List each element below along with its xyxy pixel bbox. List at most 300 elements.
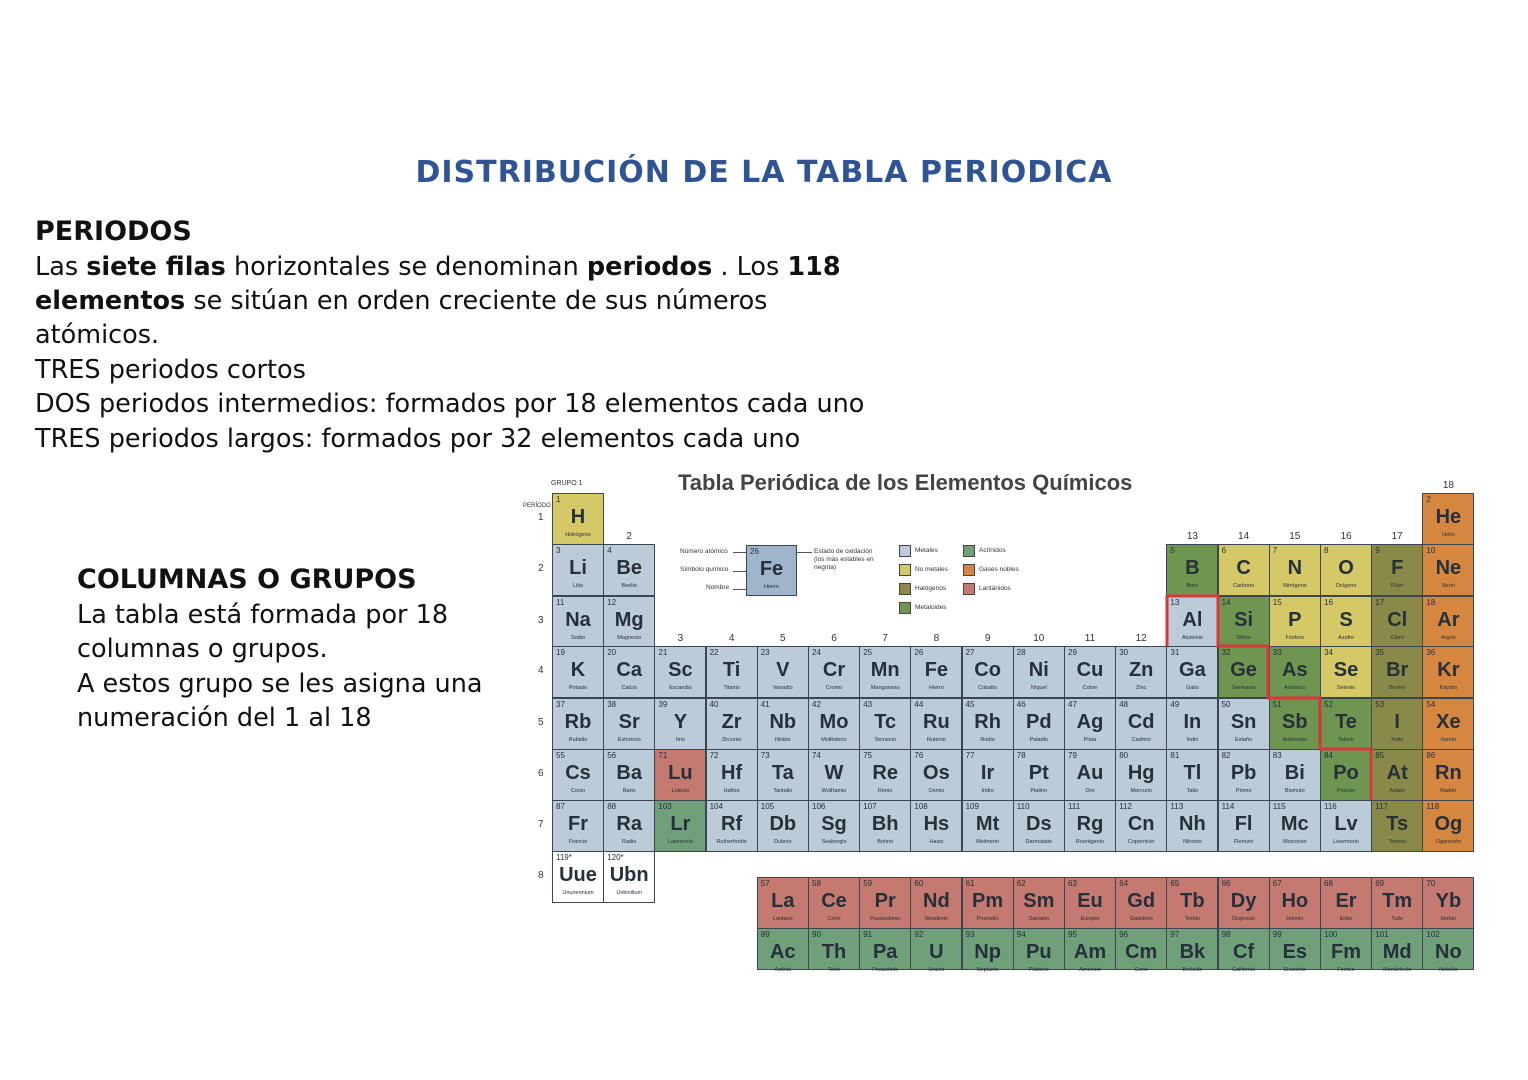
period-label-7: 7 [538, 819, 544, 830]
element-name: Mercurio [1130, 788, 1152, 794]
atomic-number: 92 [914, 930, 924, 939]
element-name: Fermio [1337, 967, 1355, 973]
atomic-number: 41 [760, 700, 770, 709]
atomic-number: 5 [1170, 546, 1175, 555]
element-name: Osmio [928, 788, 945, 794]
atomic-number: 93 [965, 930, 975, 939]
atomic-number: 1 [556, 495, 561, 504]
atomic-number: 89 [760, 930, 770, 939]
element-name: Roentgenio [1075, 839, 1105, 845]
element-name: Bario [622, 788, 636, 794]
element-symbol: Cm [1125, 941, 1158, 963]
atomic-number: 44 [914, 700, 924, 709]
element-symbol: Rg [1076, 813, 1104, 835]
element-name: Radio [622, 839, 637, 845]
element-symbol: Mo [819, 711, 849, 733]
key-label-number: Número atómico [680, 548, 728, 555]
periodos-line-3: atómicos. [35, 320, 160, 350]
element-name: Mendelevio [1383, 967, 1412, 973]
atomic-number: 7 [1272, 546, 1278, 555]
text: horizontales se denominan [225, 252, 587, 282]
atomic-number: 10 [1426, 546, 1436, 555]
element-name: Cesio [570, 788, 586, 794]
element-name: Germanio [1231, 685, 1256, 691]
element-symbol: Th [821, 941, 847, 963]
atomic-number: 52 [1324, 700, 1333, 709]
element-name: Flerovio [1233, 839, 1254, 845]
atomic-number: 43 [863, 700, 873, 709]
element-name: Americio [1079, 967, 1101, 973]
period-label-8: 8 [538, 870, 544, 881]
element-name: Livermorio [1333, 839, 1359, 845]
key-label-name: Nombre [706, 584, 730, 591]
element-symbol: Mc [1280, 813, 1309, 835]
element-symbol: Ba [616, 762, 642, 784]
element-symbol: Cu [1076, 659, 1104, 681]
element-symbol: Cd [1127, 711, 1155, 733]
element-symbol: Au [1076, 762, 1104, 784]
atomic-number: 108 [914, 802, 928, 811]
atomic-number: 74 [812, 751, 821, 760]
legend-label: Metales [915, 547, 938, 554]
element-name: Niobio [775, 737, 791, 743]
element-symbol: Ubn [609, 864, 649, 886]
atomic-number: 38 [607, 700, 617, 709]
element-name: Astato [1389, 788, 1405, 794]
element-name: Berilio [621, 583, 637, 589]
page-title: DISTRIBUCIÓN DE LA TABLA PERIODICA [415, 155, 1113, 190]
element-name: Sodio [570, 635, 586, 641]
element-symbol: Hf [721, 762, 743, 784]
key-label-oxidation: Estado de oxidación (los más estables en negrita) [814, 548, 874, 571]
element-symbol: F [1391, 557, 1404, 579]
atomic-number: 34 [1324, 648, 1333, 657]
atomic-number: 96 [1119, 930, 1129, 939]
element-symbol: Uue [559, 864, 597, 886]
atomic-number: 55 [556, 751, 565, 760]
element-symbol: Se [1333, 659, 1359, 681]
element-name: Bohrio [877, 839, 894, 845]
atomic-number: 22 [709, 648, 719, 657]
atomic-number: 42 [812, 700, 821, 709]
period-label-6: 6 [538, 768, 544, 779]
atomic-number: 56 [607, 751, 617, 760]
atomic-number: 8 [1324, 546, 1329, 555]
element-name: Holmio [1286, 916, 1304, 922]
atomic-number: 75 [863, 751, 873, 760]
atomic-number: 16 [1324, 598, 1333, 607]
element-name: Ununennium [562, 890, 594, 896]
legend-label: Metaloides [915, 604, 947, 611]
element-symbol: Xe [1436, 711, 1461, 733]
columnas-line-1: La tabla está formada por 18 [77, 600, 449, 630]
element-symbol: B [1185, 557, 1200, 579]
element-symbol: Nh [1179, 813, 1206, 835]
atomic-number: 46 [1016, 700, 1026, 709]
key-label-symbol: Símbolo químico [680, 566, 729, 573]
element-symbol: U [929, 941, 944, 963]
atomic-number: 64 [1119, 879, 1129, 888]
element-symbol: Tl [1183, 762, 1202, 784]
element-name: Zinc [1135, 685, 1147, 691]
element-name: Rubidio [568, 737, 588, 743]
element-name: Plutonio [1028, 967, 1049, 973]
atomic-number: 65 [1170, 879, 1180, 888]
atomic-number: 101 [1375, 930, 1389, 939]
atomic-number: 73 [760, 751, 770, 760]
atomic-number: 100 [1324, 930, 1338, 939]
atomic-number: 61 [965, 879, 975, 888]
atomic-number: 3 [556, 546, 561, 555]
atomic-number: 48 [1119, 700, 1129, 709]
element-symbol: Sn [1230, 711, 1257, 733]
element-symbol: Pa [872, 941, 898, 963]
element-name: Selenio [1336, 685, 1356, 691]
element-symbol: Po [1333, 762, 1359, 784]
element-symbol: Ta [771, 762, 794, 784]
atomic-number: 90 [812, 930, 821, 939]
text-bold: 118 [787, 252, 841, 282]
element-symbol: Rh [974, 711, 1001, 733]
atomic-number: 30 [1119, 648, 1129, 657]
atomic-number: 107 [863, 802, 877, 811]
atomic-number: 85 [1375, 751, 1385, 760]
element-name: Hasio [929, 839, 944, 845]
element-symbol: C [1236, 557, 1251, 579]
atomic-number: 113 [1170, 802, 1184, 811]
element-symbol: Ac [770, 941, 796, 963]
atomic-number: 19 [556, 648, 565, 657]
element-name: Helio [1442, 532, 1455, 538]
columnas-heading: COLUMNAS O GRUPOS [77, 564, 417, 595]
element-name: Renio [878, 788, 893, 794]
element-name: Praseodimio [869, 916, 901, 922]
atomic-number: 2 [1426, 495, 1431, 504]
element-name: Wolframio [821, 788, 847, 794]
element-symbol: Si [1234, 609, 1254, 631]
atomic-number: 70 [1426, 879, 1436, 888]
element-name: Indio [1186, 737, 1199, 743]
element-symbol: Yb [1435, 890, 1462, 912]
element-name: Níquel [1030, 685, 1047, 691]
element-name: Aluminio [1181, 635, 1203, 641]
periodos-line-6: TRES periodos largos: formados por 32 elementos cada uno [35, 424, 801, 454]
element-name: Curio [1134, 967, 1148, 973]
atomic-number: 104 [709, 802, 723, 811]
element-symbol: Ce [821, 890, 847, 912]
element-name: Lawrencio [667, 839, 693, 845]
atomic-number: 81 [1170, 751, 1180, 760]
element-name: Telurio [1337, 737, 1355, 743]
element-symbol: Md [1382, 941, 1412, 963]
element-name: Galio [1185, 685, 1199, 691]
group-label-4: 4 [728, 633, 735, 644]
element-name: Lutecio [671, 788, 690, 794]
text-bold: periodos [586, 252, 713, 282]
element-name: Molibdeno [821, 737, 847, 743]
element-symbol: Ag [1076, 711, 1104, 733]
group-label-10: 10 [1033, 633, 1045, 644]
atomic-number: 35 [1375, 648, 1385, 657]
element-name: Silicio [1236, 635, 1251, 641]
atomic-number: 83 [1272, 751, 1282, 760]
element-symbol: Bi [1284, 762, 1305, 784]
element-name: Vanadio [772, 685, 793, 691]
atomic-number: 23 [760, 648, 770, 657]
atomic-number: 88 [607, 802, 617, 811]
element-symbol: Kr [1437, 659, 1460, 681]
element-symbol: Zr [721, 711, 742, 733]
element-symbol: La [771, 890, 795, 912]
atomic-number: 32 [1221, 648, 1231, 657]
element-symbol: K [570, 659, 586, 681]
legend-label: Actínidos [979, 547, 1006, 554]
atomic-number: 28 [1016, 648, 1026, 657]
element-symbol: Nd [923, 890, 950, 912]
element-symbol: Ca [616, 659, 642, 681]
atomic-number: 29 [1068, 648, 1077, 657]
element-name: Escandio [669, 685, 692, 691]
element-symbol: Co [974, 659, 1001, 681]
element-symbol: Na [565, 609, 591, 631]
key-number: 26 [750, 547, 759, 556]
element-name: Calcio [621, 685, 637, 691]
element-symbol: Tb [1180, 890, 1205, 912]
element-name: Cobalto [978, 685, 998, 691]
element-name: Nobelio [1439, 967, 1458, 973]
element-name: Iterbio [1440, 916, 1457, 922]
element-name: Argón [1441, 635, 1456, 641]
element-symbol: Ru [923, 711, 950, 733]
element-symbol: Ga [1179, 659, 1206, 681]
atomic-number: 21 [658, 648, 668, 657]
element-symbol: Hs [923, 813, 950, 835]
element-name: Tecnecio [874, 737, 897, 743]
element-name: Meitnerio [976, 839, 999, 845]
atomic-number: 87 [556, 802, 565, 811]
group-label-9: 9 [984, 633, 991, 644]
atomic-number: 36 [1426, 648, 1436, 657]
element-name: Xenón [1440, 737, 1457, 743]
atomic-number: 37 [556, 700, 565, 709]
element-symbol: Gd [1127, 890, 1156, 912]
element-name: Bromo [1389, 685, 1406, 691]
columnas-line-4: numeración del 1 al 18 [77, 703, 372, 733]
element-symbol: Lv [1334, 813, 1358, 835]
group-label-3: 3 [677, 633, 684, 644]
text-bold: elementos [35, 286, 186, 316]
element-symbol: Sm [1023, 890, 1055, 912]
element-name: Rutenio [926, 737, 946, 743]
atomic-number: 33 [1272, 648, 1282, 657]
element-name: Bismuto [1284, 788, 1305, 794]
element-name: Plata [1083, 737, 1097, 743]
element-symbol: Ts [1386, 813, 1409, 835]
atomic-number: 91 [863, 930, 873, 939]
element-symbol: Ra [616, 813, 642, 835]
group-label-18: 18 [1442, 480, 1454, 491]
periodic-table-title: Tabla Periódica de los Elementos Químicos [678, 470, 1133, 495]
element-name: Einstenio [1283, 967, 1307, 973]
atomic-number: 14 [1221, 598, 1231, 607]
element-symbol: Be [616, 557, 642, 579]
element-symbol: Cf [1233, 941, 1255, 963]
element-name: Tantalio [773, 788, 793, 794]
element-name: Disprosio [1232, 916, 1256, 922]
element-symbol: Sb [1282, 711, 1308, 733]
atomic-number: 106 [812, 802, 826, 811]
element-name: Unbinilium [616, 890, 643, 896]
periodos-heading: PERIODOS [35, 216, 192, 247]
element-symbol: Te [1335, 711, 1357, 733]
atomic-number: 69 [1375, 879, 1385, 888]
atomic-number: 59 [863, 879, 873, 888]
element-symbol: Sg [821, 813, 847, 835]
element-symbol: Pb [1230, 762, 1257, 784]
element-symbol: Nb [769, 711, 797, 733]
atomic-number: 68 [1324, 879, 1333, 888]
periodos-line-5: DOS periodos intermedios: formados por 18 elementos cada uno [35, 389, 865, 419]
element-name: Radón [1440, 788, 1457, 794]
element-name: Uranio [928, 967, 945, 973]
atomic-number: 94 [1016, 930, 1026, 939]
element-name: Terbio [1184, 916, 1200, 922]
element-symbol: Ne [1435, 557, 1462, 579]
text: Las [35, 252, 87, 282]
element-name: Titanio [723, 685, 740, 691]
atomic-number: 95 [1068, 930, 1077, 939]
element-name: Paladio [1029, 737, 1048, 743]
atomic-number: 54 [1426, 700, 1436, 709]
atomic-number: 25 [863, 648, 873, 657]
legend-label: No metales [915, 566, 948, 573]
element-name: Fósforo [1285, 635, 1305, 641]
atomic-number: 78 [1016, 751, 1026, 760]
atomic-number: 79 [1068, 751, 1077, 760]
columnas-line-2: columnas o grupos. [77, 634, 328, 664]
atomic-number: 50 [1221, 700, 1231, 709]
key-name: Hierro [764, 584, 779, 590]
element-symbol: Rf [721, 813, 743, 835]
element-symbol: I [1394, 711, 1400, 733]
atomic-number: 11 [556, 598, 565, 607]
group-label-14: 14 [1238, 531, 1250, 542]
element-symbol: Og [1434, 813, 1463, 835]
atomic-number: 86 [1426, 751, 1436, 760]
element-symbol: Ho [1281, 890, 1309, 912]
element-symbol: Fl [1234, 813, 1253, 835]
element-symbol: Ir [980, 762, 995, 784]
element-symbol: P [1288, 609, 1302, 631]
atomic-number: 98 [1221, 930, 1231, 939]
element-symbol: Bk [1179, 941, 1206, 963]
element-symbol: Mg [614, 609, 644, 631]
element-name: Samario [1028, 916, 1050, 922]
group-label-7: 7 [882, 633, 888, 644]
element-name: Rutherfordio [716, 839, 747, 845]
element-name: Carbono [1233, 583, 1255, 589]
element-name: Rodio [980, 737, 995, 743]
element-symbol: At [1386, 762, 1408, 784]
element-symbol: Fe [924, 659, 949, 681]
group-label-2: 2 [626, 531, 632, 542]
atomic-number: 62 [1016, 879, 1026, 888]
element-name: Neodimio [924, 916, 948, 922]
atomic-number: 60 [914, 879, 924, 888]
element-symbol: As [1282, 659, 1308, 681]
element-symbol: Mt [975, 813, 1000, 835]
element-symbol: Rn [1435, 762, 1462, 784]
element-name: Hafnio [723, 788, 740, 794]
atomic-number: 109 [965, 802, 979, 811]
element-symbol: Ti [722, 659, 741, 681]
atomic-number: 4 [607, 546, 612, 555]
atomic-number: 99 [1272, 930, 1282, 939]
element-name: Platino [1030, 788, 1048, 794]
text: . Los [712, 252, 788, 282]
element-name: Potasio [568, 685, 588, 691]
element-symbol: Cr [822, 659, 846, 681]
element-symbol: Br [1386, 659, 1409, 681]
element-symbol: Mn [870, 659, 900, 681]
atomic-number: 112 [1119, 802, 1132, 811]
atomic-number: 58 [812, 879, 821, 888]
text: se sitúan en orden creciente de sus números [185, 286, 768, 316]
element-symbol: Tm [1382, 890, 1413, 912]
element-symbol: Sc [668, 659, 693, 681]
element-symbol: Fr [568, 813, 588, 835]
element-symbol: Ds [1026, 813, 1052, 835]
atomic-number: 9 [1375, 546, 1380, 555]
element-name: Cobre [1082, 685, 1098, 691]
element-name: Plomo [1235, 788, 1252, 794]
atomic-number: 12 [607, 598, 617, 607]
atomic-number: 102 [1426, 930, 1440, 939]
atomic-number: 118 [1426, 802, 1440, 811]
atomic-number: 72 [709, 751, 719, 760]
atomic-number: 114 [1221, 802, 1235, 811]
element-symbol: In [1183, 711, 1202, 733]
element-symbol: Al [1182, 609, 1203, 631]
atomic-number: 40 [709, 700, 719, 709]
element-name: Zirconio [721, 737, 742, 743]
element-name: Litio [572, 583, 584, 589]
atomic-number: 26 [914, 648, 924, 657]
element-name: Tulio [1391, 916, 1404, 922]
legend-label: Halógenos [915, 585, 947, 592]
atomic-number: 53 [1375, 700, 1385, 709]
atomic-number: 77 [965, 751, 975, 760]
atomic-number: 105 [760, 802, 775, 811]
element-symbol: Fm [1331, 941, 1361, 963]
element-symbol: Lu [668, 762, 693, 784]
element-symbol: Db [769, 813, 797, 835]
element-name: Cromo [825, 685, 843, 691]
element-symbol: Y [673, 711, 688, 733]
atomic-number: 13 [1170, 598, 1180, 607]
periodo-label: PERÍODO [523, 503, 551, 509]
element-name: Berkelio [1182, 967, 1203, 973]
element-name: Azufre [1338, 635, 1354, 641]
element-name: Lantano [772, 916, 793, 922]
atomic-number: 110 [1016, 802, 1030, 811]
element-symbol: Am [1073, 941, 1107, 963]
element-symbol: Ar [1437, 609, 1460, 631]
element-name: Moscovio [1283, 839, 1307, 845]
atomic-number: 49 [1170, 700, 1180, 709]
element-symbol: Re [872, 762, 898, 784]
group-label-12: 12 [1135, 633, 1147, 644]
